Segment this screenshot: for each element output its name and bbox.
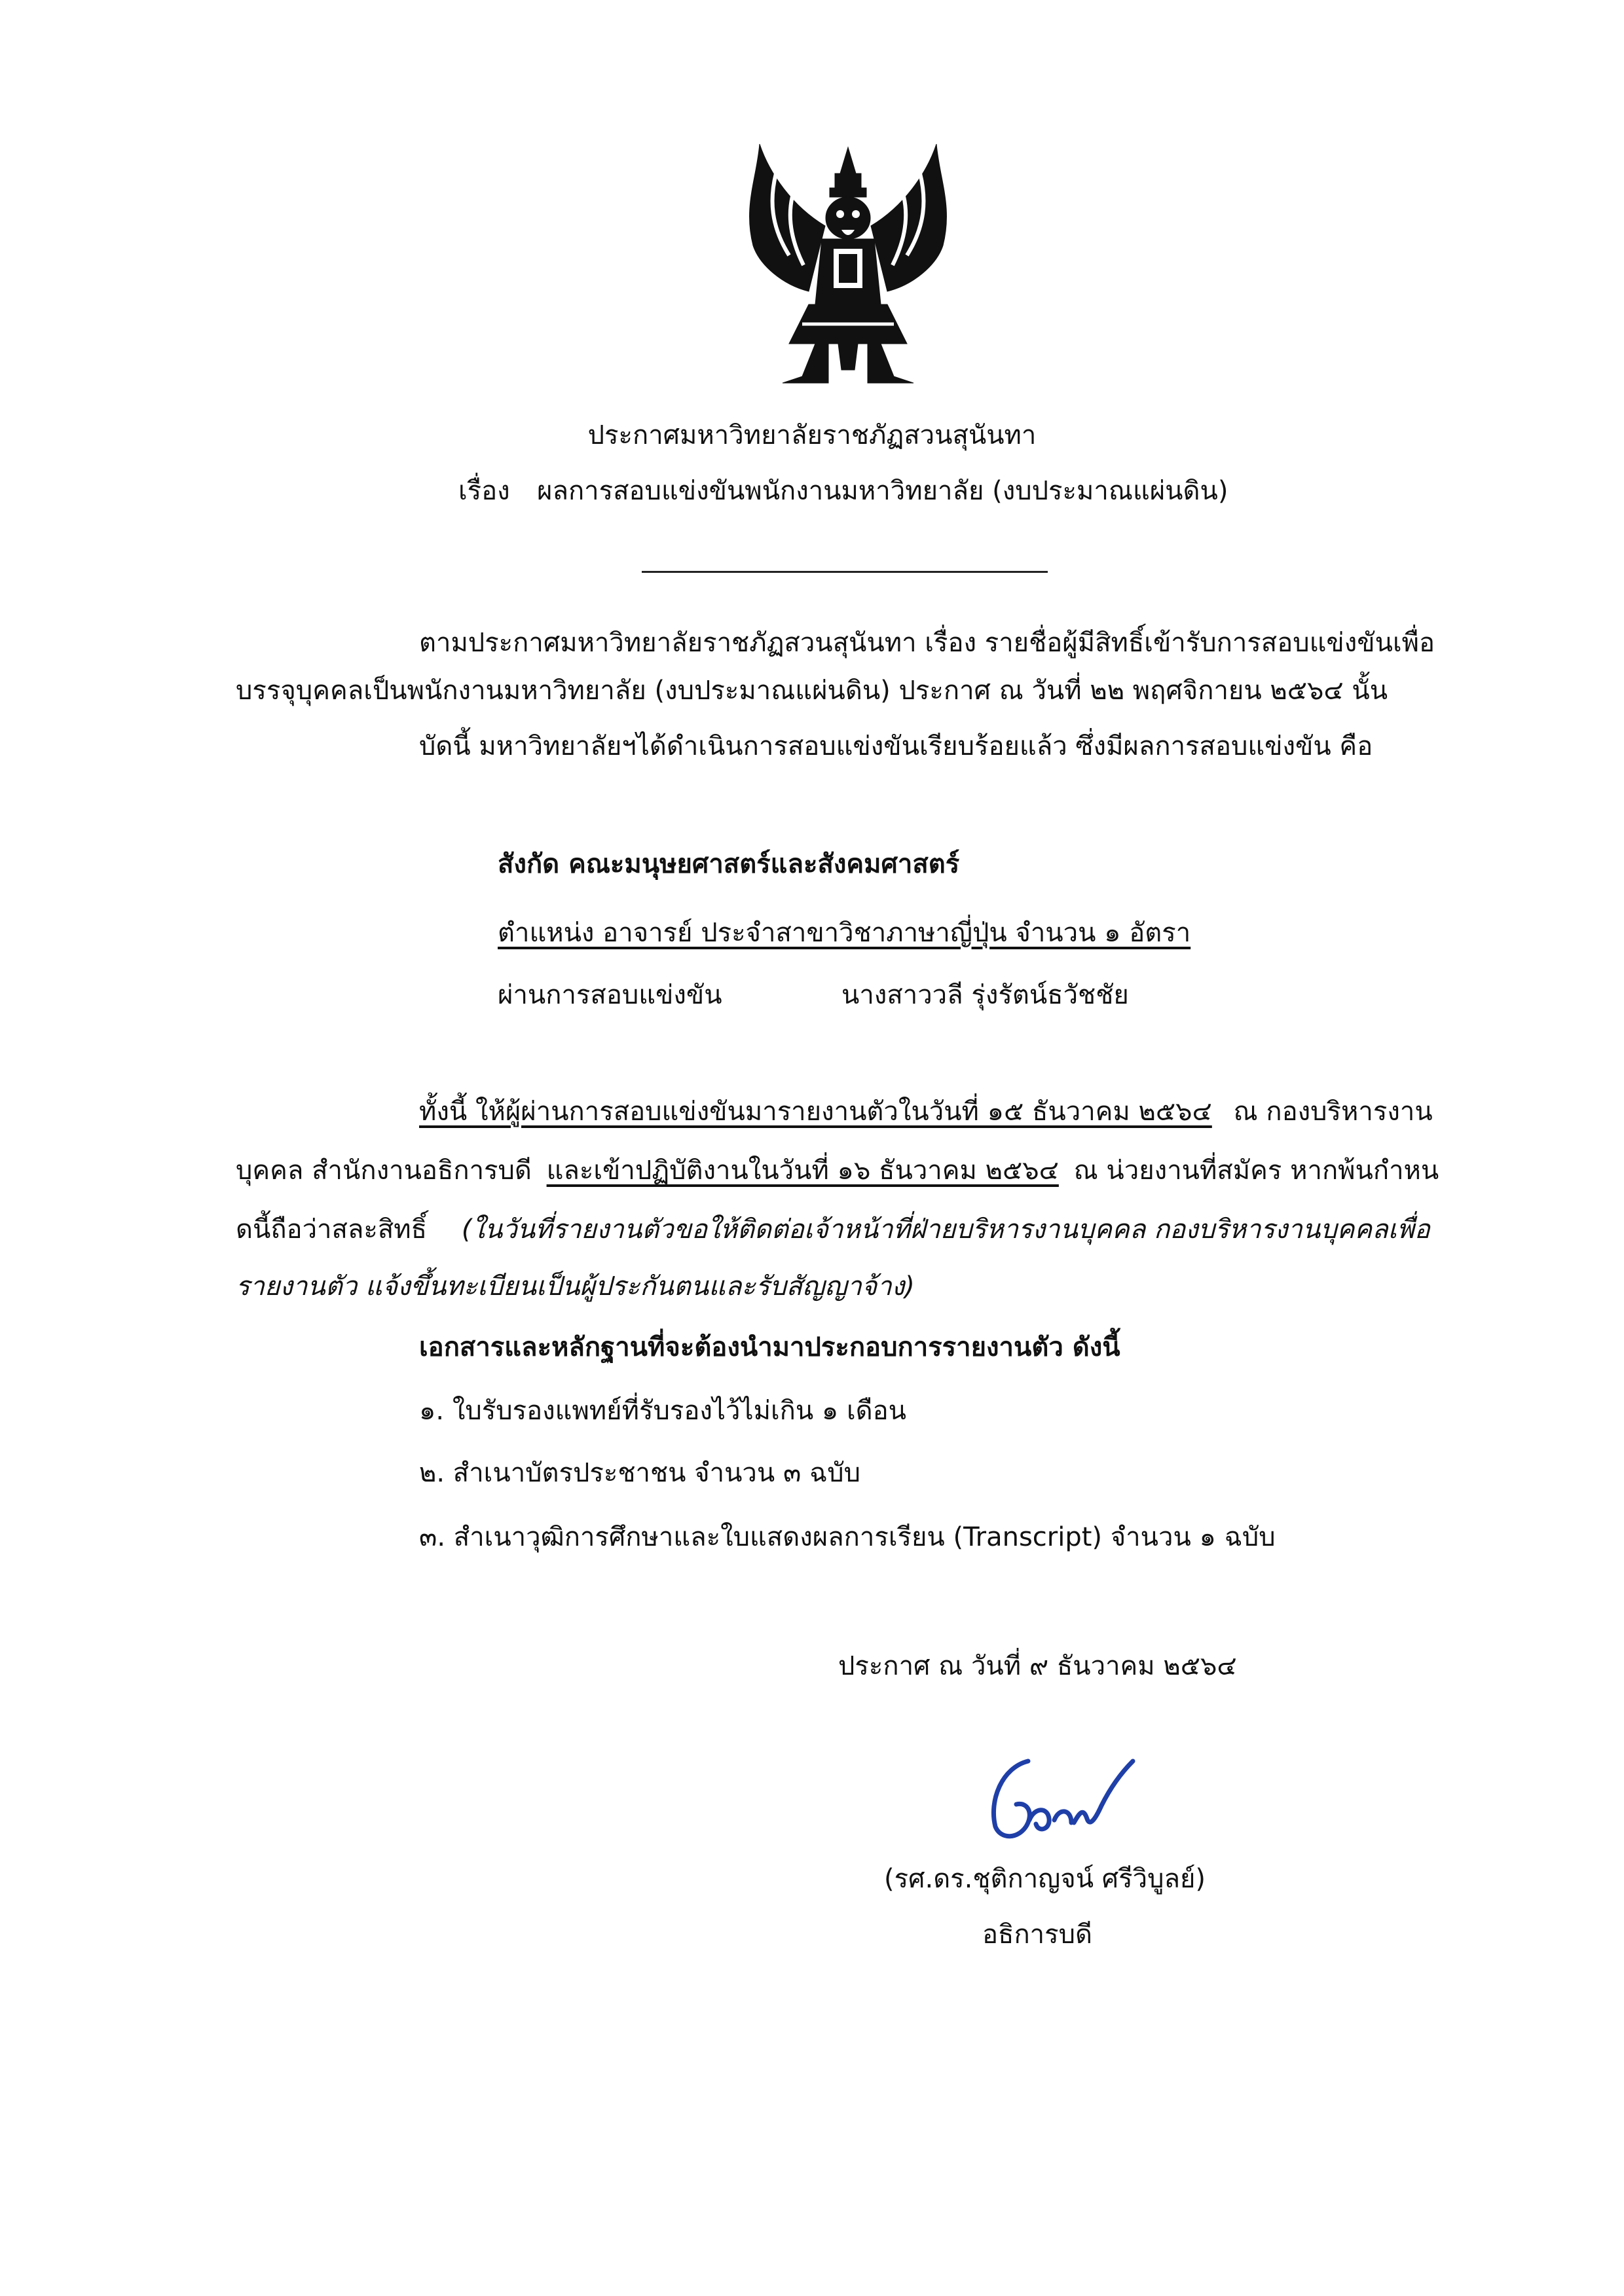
signer-title: อธิการบดี <box>982 1920 1092 1950</box>
document-item-3: ๓. สำเนาวุฒิการศึกษาและใบแสดงผลการเรียน (Transcript) จำนวน ๑ ฉบับ <box>419 1522 1276 1552</box>
garuda-emblem-icon <box>730 134 966 390</box>
start-date-underlined: และเข้าปฏิบัติงานในวันที่ ๑๖ ธันวาคม ๒๕๖๔ <box>546 1156 1059 1186</box>
org-title: ประกาศมหาวิทยาลัยราชภัฏสวนสุนันทา <box>587 420 1037 450</box>
pass-label: ผ่านการสอบแข่งขัน <box>498 980 722 1010</box>
signature-icon <box>950 1741 1146 1856</box>
report-office: บุคคล สำนักงานอธิการบดี <box>236 1156 532 1186</box>
documents-heading: เอกสารและหลักฐานที่จะต้องนำมาประกอบการรายงานตัว ดังนี้ <box>419 1332 1120 1362</box>
forfeit-text: ดนี้ถือว่าสละสิทธิ์ <box>236 1214 428 1245</box>
report-unit: ณ น่วยงานที่สมัคร หากพ้นกำหน <box>1073 1156 1439 1186</box>
report-line-4: รายงานตัว แจ้งขึ้นทะเบียนเป็นผู้ประกันตนและรับสัญญาจ้าง) <box>236 1271 915 1302</box>
position: ตำแหน่ง อาจารย์ ประจำสาขาวิชาภาษาญี่ปุ่น จำนวน ๑ อัตรา <box>498 918 1191 948</box>
announce-date: ประกาศ ณ วันที่ ๙ ธันวาคม ๒๕๖๔ <box>838 1651 1237 1681</box>
report-line-1 <box>419 1092 1433 1131</box>
subject-label: เรื่อง <box>458 476 510 506</box>
intro-line-1: ตามประกาศมหาวิทยาลัยราชภัฏสวนสุนันทา เรื่อง รายชื่อผู้มีสิทธิ์เข้ารับการสอบแข่งขันเพื่อ <box>419 628 1435 658</box>
report-date-underlined: ทั้งนี้ ให้ผู้ผ่านการสอบแข่งขันมารายงานตัวในวันที่ ๑๕ ธันวาคม ๒๕๖๔ <box>419 1097 1212 1127</box>
header-divider <box>642 571 1048 573</box>
contact-note: (ในวันที่รายงานตัวขอให้ติดต่อเจ้าหน้าที่ฝ่ายบริหารงานบุคคล กองบริหารงานบุคคลเพื่อ <box>461 1214 1430 1245</box>
report-line-2 <box>236 1151 1439 1190</box>
document-item-2: ๒. สำเนาบัตรประชาชน จำนวน ๓ ฉบับ <box>419 1458 861 1488</box>
candidate-name: นางสาววลี รุ่งรัตน์ธวัชชัย <box>841 980 1129 1010</box>
intro-line-2: บรรจุบุคคลเป็นพนักงานมหาวิทยาลัย (งบประมาณแผ่นดิน) ประกาศ ณ วันที่ ๒๒ พฤศจิกายน ๒๕๖๔ นั้น <box>236 676 1388 706</box>
subject-text: ผลการสอบแข่งขันพนักงานมหาวิทยาลัย (งบประมาณแผ่นดิน) <box>537 476 1228 506</box>
signer-name: (รศ.ดร.ชุติกาญจน์ ศรีวิบูลย์) <box>884 1864 1206 1894</box>
affiliation: สังกัด คณะมนุษยศาสตร์และสังคมศาสตร์ <box>498 849 960 879</box>
document-item-1: ๑. ใบรับรองแพทย์ที่รับรองไว้ไม่เกิน ๑ เดือน <box>419 1396 907 1426</box>
report-place: ณ กองบริหารงาน <box>1233 1097 1433 1127</box>
report-line-3 <box>236 1210 1430 1249</box>
intro-line-3: บัดนี้ มหาวิทยาลัยฯได้ดำเนินการสอบแข่งขันเรียบร้อยแล้ว ซึ่งมีผลการสอบแข่งขัน คือ <box>419 731 1373 761</box>
